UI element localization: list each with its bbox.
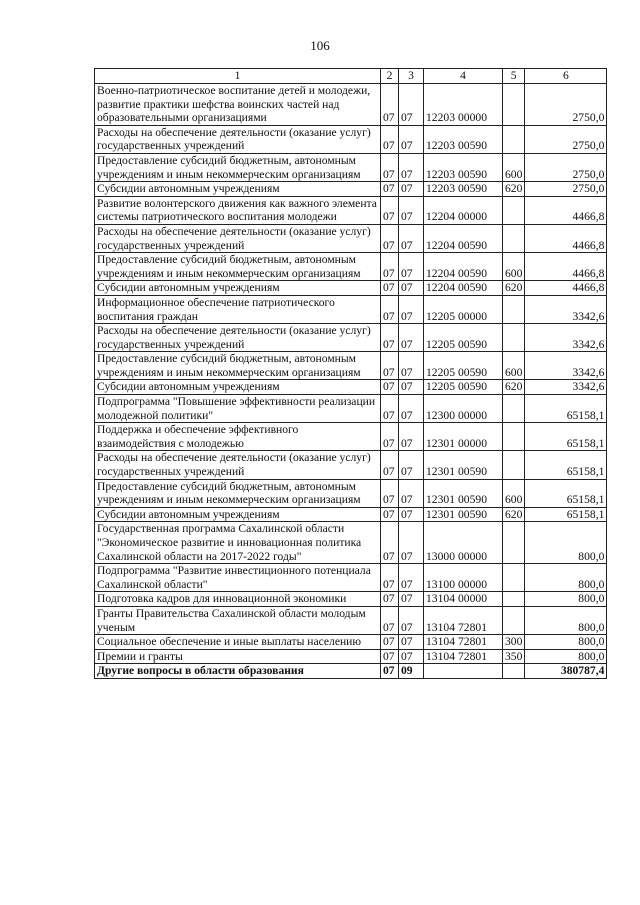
row-subsection: 07: [399, 84, 424, 126]
row-expense-type: 300: [503, 635, 525, 650]
row-name: Гранты Правительства Сахалинской области молодым ученым: [95, 606, 381, 634]
row-target-article: [424, 395, 503, 423]
row-target-article: [424, 522, 503, 564]
row-name: Премии и гранты: [95, 649, 381, 664]
header-col-3: 3: [399, 69, 424, 84]
row-section: 07: [381, 451, 399, 479]
row-target-article: [424, 649, 503, 664]
row-amount: 800,0: [525, 522, 607, 564]
row-target-article-direction: 00590: [458, 182, 487, 196]
row-subsection: 07: [399, 522, 424, 564]
row-name: Предоставление субсидий бюджетным, автономным учреждениям и иным некоммерческим организациям: [95, 352, 381, 380]
row-target-article-program: 12203: [426, 182, 455, 196]
row-name: Подпрограмма "Развитие инвестиционного потенциала Сахалинской области": [95, 564, 381, 592]
row-expense-type: [503, 395, 525, 423]
row-target-article-program: 12301: [426, 493, 455, 507]
row-expense-type: 600: [503, 479, 525, 507]
row-target-article-direction: 00000: [458, 210, 487, 224]
row-target-article-direction: 00000: [458, 549, 487, 563]
row-target-article-program: 12301: [426, 507, 455, 521]
header-col-4: 4: [424, 69, 503, 84]
row-target-article: [424, 592, 503, 607]
row-section: 07: [381, 196, 399, 224]
row-name: Подготовка кадров для инновационной экономики: [95, 592, 381, 607]
table-row: [95, 125, 607, 153]
row-name: Субсидии автономным учреждениям: [95, 281, 381, 296]
row-expense-type: [503, 522, 525, 564]
row-name: Военно-патриотическое воспитание детей и молодежи, развитие практики шефства воинских частей над образовательными организациями: [95, 84, 381, 126]
row-name: Информационное обеспечение патриотического воспитания граждан: [95, 295, 381, 323]
row-section: 07: [381, 564, 399, 592]
header-col-6: 6: [525, 69, 607, 84]
table-row: [95, 592, 607, 607]
row-amount: 65158,1: [525, 395, 607, 423]
row-target-article-program: 13104: [426, 592, 455, 606]
row-target-article: [424, 153, 503, 181]
row-expense-type: [503, 564, 525, 592]
row-section: 07: [381, 295, 399, 323]
row-amount: 800,0: [525, 649, 607, 664]
row-section: 07: [381, 522, 399, 564]
row-subsection: 07: [399, 153, 424, 181]
row-subsection: 07: [399, 324, 424, 352]
row-amount: 800,0: [525, 606, 607, 634]
table-row: [95, 84, 607, 126]
row-expense-type: [503, 664, 525, 679]
row-target-article-direction: 00590: [458, 465, 487, 479]
row-section: 07: [381, 324, 399, 352]
row-section: 07: [381, 507, 399, 522]
row-target-article: [424, 423, 503, 451]
row-target-article: [424, 635, 503, 650]
row-target-article-direction: 00590: [458, 365, 487, 379]
row-target-article-program: 12204: [426, 281, 455, 295]
row-subsection: 07: [399, 224, 424, 252]
table-row: [95, 182, 607, 197]
row-target-article-direction: 00590: [458, 238, 487, 252]
row-target-article-direction: 00590: [458, 139, 487, 153]
row-target-article-program: 12205: [426, 309, 455, 323]
row-target-article-direction: 00590: [458, 266, 487, 280]
row-target-article-program: 13104: [426, 649, 455, 663]
row-subsection: 07: [399, 649, 424, 664]
row-target-article: [424, 451, 503, 479]
row-amount: 2750,0: [525, 84, 607, 126]
row-section: 07: [381, 423, 399, 451]
row-subsection: 09: [399, 664, 424, 679]
row-name: Субсидии автономным учреждениям: [95, 182, 381, 197]
row-subsection: 07: [399, 423, 424, 451]
row-name: Расходы на обеспечение деятельности (оказание услуг) государственных учреждений: [95, 125, 381, 153]
table-row: [95, 295, 607, 323]
row-amount: 4466,8: [525, 253, 607, 281]
row-target-article: [424, 564, 503, 592]
row-target-article: [424, 664, 503, 679]
row-target-article-direction: 00590: [458, 167, 487, 181]
row-name: Расходы на обеспечение деятельности (оказание услуг) государственных учреждений: [95, 451, 381, 479]
row-target-article: [424, 196, 503, 224]
table-row: [95, 352, 607, 380]
row-section: 07: [381, 182, 399, 197]
row-section: 07: [381, 352, 399, 380]
row-expense-type: 350: [503, 649, 525, 664]
row-section: 07: [381, 380, 399, 395]
row-expense-type: [503, 84, 525, 126]
row-target-article-direction: 00590: [458, 507, 487, 521]
row-target-article-program: 12205: [426, 380, 455, 394]
row-target-article-program: 12300: [426, 408, 455, 422]
row-amount: 3342,6: [525, 324, 607, 352]
row-target-article: [424, 84, 503, 126]
table-row: [95, 224, 607, 252]
row-target-article-program: 13100: [426, 577, 455, 591]
row-section: 07: [381, 281, 399, 296]
row-target-article-direction: 00590: [458, 493, 487, 507]
table-row: [95, 380, 607, 395]
row-target-article: [424, 507, 503, 522]
row-expense-type: 600: [503, 253, 525, 281]
row-target-article: [424, 295, 503, 323]
budget-table: [94, 68, 607, 679]
row-section: 07: [381, 153, 399, 181]
row-target-article: [424, 182, 503, 197]
row-expense-type: 600: [503, 153, 525, 181]
row-target-article: [424, 479, 503, 507]
table-row: [95, 649, 607, 664]
table-row: [95, 324, 607, 352]
table-body: [95, 84, 607, 679]
row-name: Государственная программа Сахалинской области "Экономическое развитие и инновационная политика Сахалинской области на 2017-2022 годы": [95, 522, 381, 564]
table-row: [95, 451, 607, 479]
row-target-article: [424, 253, 503, 281]
row-amount: 3342,6: [525, 380, 607, 395]
row-section: 07: [381, 224, 399, 252]
row-section: 07: [381, 606, 399, 634]
row-section: 07: [381, 253, 399, 281]
table-header-row: [95, 69, 607, 84]
table-row: [95, 153, 607, 181]
table-row: [95, 606, 607, 634]
row-name: Расходы на обеспечение деятельности (оказание услуг) государственных учреждений: [95, 224, 381, 252]
row-expense-type: [503, 196, 525, 224]
row-target-article: [424, 606, 503, 634]
row-subsection: 07: [399, 592, 424, 607]
row-expense-type: 600: [503, 352, 525, 380]
row-subsection: 07: [399, 564, 424, 592]
row-target-article-direction: 00000: [458, 408, 487, 422]
row-name: Субсидии автономным учреждениям: [95, 380, 381, 395]
row-section: 07: [381, 395, 399, 423]
row-target-article-program: 12204: [426, 210, 455, 224]
row-amount: 3342,6: [525, 352, 607, 380]
row-target-article-program: 12203: [426, 139, 455, 153]
row-amount: 2750,0: [525, 182, 607, 197]
row-subsection: 07: [399, 635, 424, 650]
table-row: [95, 281, 607, 296]
row-subsection: 07: [399, 395, 424, 423]
row-target-article-program: 12205: [426, 365, 455, 379]
row-target-article-direction: 72801: [458, 649, 487, 663]
row-target-article: [424, 125, 503, 153]
row-target-article-program: 12204: [426, 238, 455, 252]
row-amount: 2750,0: [525, 153, 607, 181]
row-section: 07: [381, 664, 399, 679]
table-row: [95, 564, 607, 592]
row-expense-type: [503, 606, 525, 634]
row-subsection: 07: [399, 352, 424, 380]
row-section: 07: [381, 479, 399, 507]
row-name: Подпрограмма "Повышение эффективности реализации молодежной политики": [95, 395, 381, 423]
row-target-article-direction: 72801: [458, 635, 487, 649]
row-subsection: 07: [399, 295, 424, 323]
table-row: [95, 196, 607, 224]
row-section: 07: [381, 125, 399, 153]
row-target-article-program: 12205: [426, 337, 455, 351]
row-target-article: [424, 380, 503, 395]
row-expense-type: [503, 324, 525, 352]
row-amount: 65158,1: [525, 479, 607, 507]
row-target-article-program: 12301: [426, 465, 455, 479]
page-number: 106: [310, 38, 330, 53]
row-target-article-program: 13000: [426, 549, 455, 563]
row-expense-type: [503, 423, 525, 451]
row-target-article-direction: 00000: [458, 577, 487, 591]
row-name: Предоставление субсидий бюджетным, автономным учреждениям и иным некоммерческим организациям: [95, 153, 381, 181]
row-expense-type: 620: [503, 182, 525, 197]
table-row: [95, 507, 607, 522]
row-target-article-direction: 00590: [458, 337, 487, 351]
row-target-article-program: 12204: [426, 266, 455, 280]
row-amount: 2750,0: [525, 125, 607, 153]
row-amount: 4466,8: [525, 196, 607, 224]
row-target-article: [424, 352, 503, 380]
table-row: [95, 253, 607, 281]
row-expense-type: 620: [503, 281, 525, 296]
row-target-article-program: 13104: [426, 620, 455, 634]
row-name: Предоставление субсидий бюджетным, автономным учреждениям и иным некоммерческим организациям: [95, 253, 381, 281]
row-target-article-direction: 00000: [458, 111, 487, 125]
row-expense-type: 620: [503, 507, 525, 522]
row-subsection: 07: [399, 196, 424, 224]
row-target-article-direction: 00000: [458, 309, 487, 323]
row-amount: 800,0: [525, 635, 607, 650]
row-target-article-program: 12301: [426, 436, 455, 450]
row-name: Субсидии автономным учреждениям: [95, 507, 381, 522]
table-row: [95, 423, 607, 451]
row-subsection: 07: [399, 281, 424, 296]
row-amount: 65158,1: [525, 507, 607, 522]
row-amount: 800,0: [525, 592, 607, 607]
row-subsection: 07: [399, 380, 424, 395]
row-target-article-direction: 00590: [458, 281, 487, 295]
row-name: Социальное обеспечение и иные выплаты населению: [95, 635, 381, 650]
row-target-article-program: 13104: [426, 635, 455, 649]
row-target-article-direction: 00590: [458, 380, 487, 394]
row-expense-type: [503, 451, 525, 479]
row-section: 07: [381, 649, 399, 664]
header-col-5: 5: [503, 69, 525, 84]
header-col-1: 1: [95, 69, 381, 84]
table-row: [95, 395, 607, 423]
table-row: [95, 522, 607, 564]
row-name: Развитие волонтерского движения как важного элемента системы патриотического воспитания молодежи: [95, 196, 381, 224]
row-target-article: [424, 224, 503, 252]
row-name: Расходы на обеспечение деятельности (оказание услуг) государственных учреждений: [95, 324, 381, 352]
row-target-article: [424, 324, 503, 352]
row-section: 07: [381, 84, 399, 126]
row-expense-type: [503, 295, 525, 323]
row-amount: 800,0: [525, 564, 607, 592]
row-amount: 380787,4: [525, 664, 607, 679]
table-row: [95, 479, 607, 507]
row-name: Другие вопросы в области образования: [95, 664, 381, 679]
row-section: 07: [381, 635, 399, 650]
row-amount: 65158,1: [525, 423, 607, 451]
table-row: [95, 635, 607, 650]
row-target-article: [424, 281, 503, 296]
row-target-article-program: 12203: [426, 111, 455, 125]
row-expense-type: [503, 224, 525, 252]
row-target-article-program: 12203: [426, 167, 455, 181]
row-subsection: 07: [399, 606, 424, 634]
row-target-article-direction: 00000: [458, 436, 487, 450]
row-subsection: 07: [399, 125, 424, 153]
row-expense-type: [503, 592, 525, 607]
row-amount: 4466,8: [525, 281, 607, 296]
row-subsection: 07: [399, 507, 424, 522]
row-amount: 3342,6: [525, 295, 607, 323]
row-amount: 4466,8: [525, 224, 607, 252]
row-name: Предоставление субсидий бюджетным, автономным учреждениям и иным некоммерческим организациям: [95, 479, 381, 507]
row-subsection: 07: [399, 479, 424, 507]
row-subsection: 07: [399, 182, 424, 197]
header-col-2: 2: [381, 69, 399, 84]
row-subsection: 07: [399, 253, 424, 281]
row-name: Поддержка и обеспечение эффективного взаимодействия с молодежью: [95, 423, 381, 451]
row-section: 07: [381, 592, 399, 607]
row-target-article-direction: 00000: [458, 592, 487, 606]
row-expense-type: 620: [503, 380, 525, 395]
row-expense-type: [503, 125, 525, 153]
row-subsection: 07: [399, 451, 424, 479]
row-amount: 65158,1: [525, 451, 607, 479]
table-row: [95, 664, 607, 679]
row-target-article-direction: 72801: [458, 620, 487, 634]
